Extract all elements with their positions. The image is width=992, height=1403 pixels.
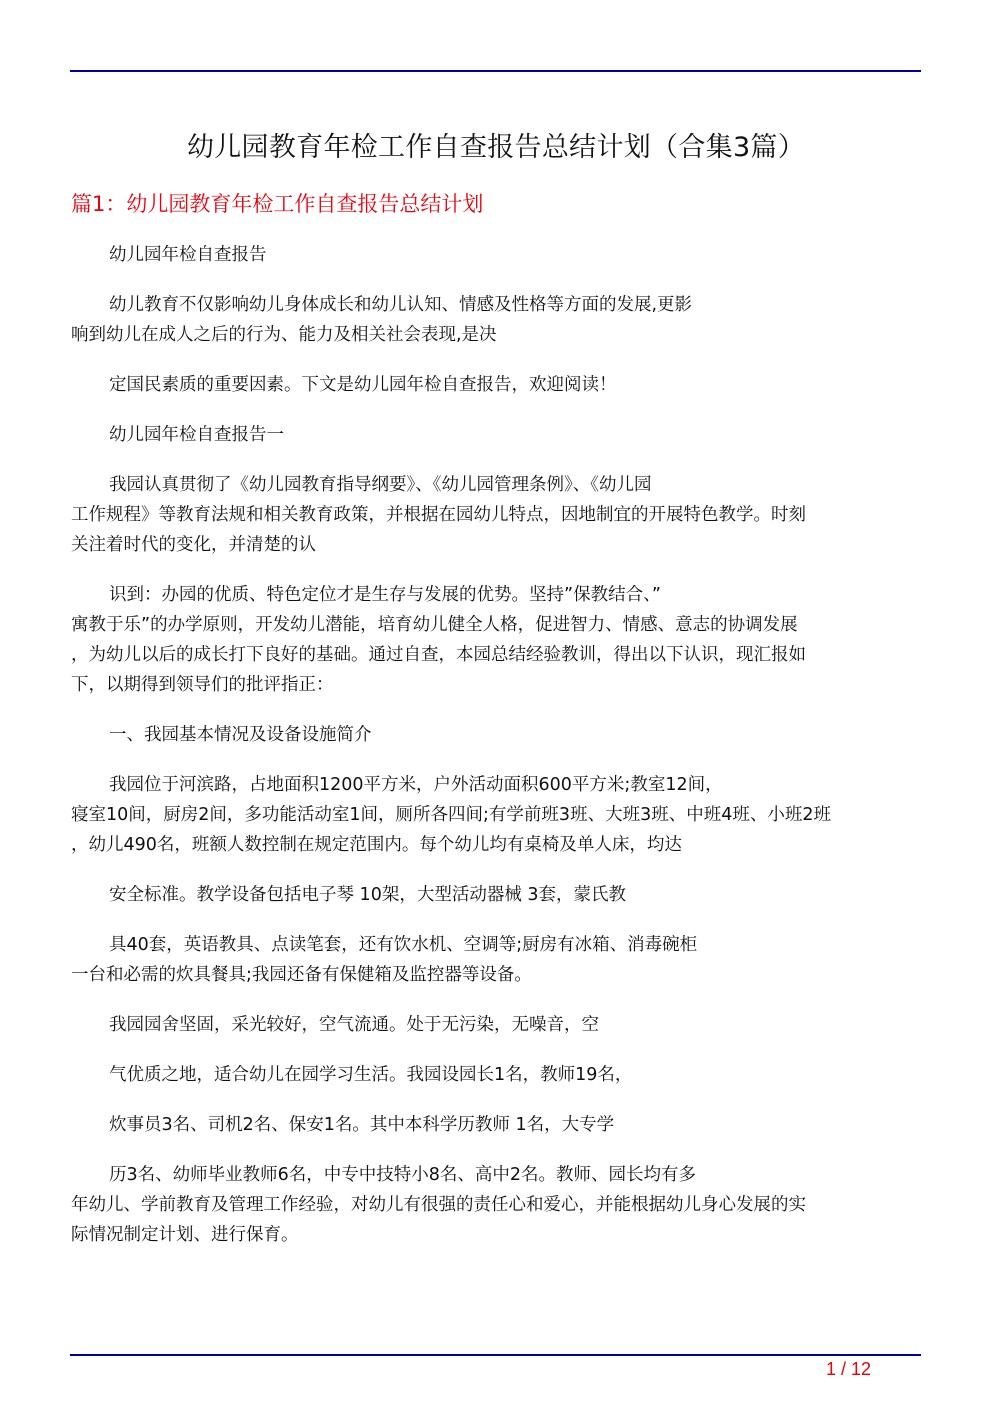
- paragraph-line: 幼儿园年检自查报告一: [109, 425, 284, 445]
- paragraph-line: 一台和必需的炊具餐具;我园还备有保健箱及监控器等设备。: [71, 965, 532, 985]
- paragraph-line: 识到：办园的优质、特色定位才是生存与发展的优势。坚持”保教结合、”: [109, 585, 661, 605]
- document-title: 幼儿园教育年检工作自查报告总结计划（合集3篇）: [186, 132, 806, 163]
- paragraph: [71, 770, 916, 860]
- paragraph-line: 下，以期得到领导们的批评指正：: [71, 675, 334, 695]
- paragraph: [71, 930, 916, 990]
- paragraph: [71, 1160, 916, 1250]
- paragraph-line: 响到幼儿在成人之后的行为、能力及相关社会表现,是决: [71, 325, 497, 345]
- header-rule: [70, 70, 921, 72]
- paragraph-line: 历3名、幼师毕业教师6名，中专中技特小8名、高中2名。教师、园长均有多: [109, 1165, 697, 1185]
- paragraph: [71, 420, 916, 450]
- paragraph-line: 关注着时代的变化，并清楚的认: [71, 535, 316, 555]
- paragraph-line: 炊事员3名、司机2名、保安1名。其中本科学历教师 1名，大专学: [109, 1115, 615, 1135]
- paragraph-line: 寓教于乐”的办学原则，开发幼儿潜能，培育幼儿健全人格，促进智力、情感、意志的协调发展: [71, 615, 798, 635]
- paragraph: [71, 290, 916, 350]
- footer-rule: [70, 1354, 921, 1356]
- paragraph-line: 安全标准。教学设备包括电子琴 10架，大型活动器械 3套，蒙氏教: [109, 885, 627, 905]
- paragraph-line: 工作规程》等教育法规和相关教育政策，并根据在园幼儿特点，因地制宜的开展特色教学。时刻: [71, 505, 806, 525]
- paragraph: [71, 240, 916, 270]
- paragraph-line: 气优质之地，适合幼儿在园学习生活。我园设园长1名，教师19名，: [109, 1065, 633, 1085]
- paragraph-line: ，为幼儿以后的成长打下良好的基础。通过自查，本园总结经验教训，得出以下认识，现汇报如: [71, 645, 806, 665]
- paragraph-line: 我园认真贯彻了《幼儿园教育指导纲要》、《幼儿园管理条例》、《幼儿园: [109, 475, 652, 495]
- paragraph-line: 际情况制定计划、进行保育。: [71, 1225, 299, 1245]
- paragraph-line: 我园园舍坚固，采光较好，空气流通。处于无污染，无噪音，空: [109, 1015, 599, 1035]
- paragraph: [71, 370, 916, 400]
- paragraph-line: 幼儿园年检自查报告: [109, 245, 267, 265]
- paragraph: [71, 1060, 916, 1090]
- paragraph: [71, 1110, 916, 1140]
- paragraph: [71, 580, 916, 700]
- document-body: [71, 240, 916, 1270]
- section-heading: 篇1：幼儿园教育年检工作自查报告总结计划: [71, 192, 484, 216]
- paragraph: [71, 880, 916, 910]
- paragraph-line: 具40套，英语教具、点读笔套，还有饮水机、空调等;厨房有冰箱、消毒碗柜: [109, 935, 698, 955]
- paragraph-line: 寝室10间，厨房2间，多功能活动室1间，厕所各四间;有学前班3班、大班3班、中班4班、小班2班: [71, 805, 831, 825]
- paragraph-line: 一、我园基本情况及设备设施简介: [109, 725, 372, 745]
- paragraph-line: 幼儿教育不仅影响幼儿身体成长和幼儿认知、情感及性格等方面的发展,更影: [109, 295, 693, 315]
- paragraph: [71, 1010, 916, 1040]
- paragraph: [71, 720, 916, 750]
- page-indicator: 1 / 12: [826, 1359, 872, 1379]
- paragraph-line: ，幼儿490名，班额人数控制在规定范围内。每个幼儿均有桌椅及单人床，均达: [71, 835, 682, 855]
- paragraph-line: 定国民素质的重要因素。下文是幼儿园年检自查报告，欢迎阅读！: [109, 375, 617, 395]
- paragraph-line: 我园位于河滨路，占地面积1200平方米，户外活动面积600平方米;教室12间，: [109, 775, 723, 795]
- paragraph-line: 年幼儿、学前教育及管理工作经验，对幼儿有很强的责任心和爱心，并能根据幼儿身心发展的实: [71, 1195, 806, 1215]
- paragraph: [71, 470, 916, 560]
